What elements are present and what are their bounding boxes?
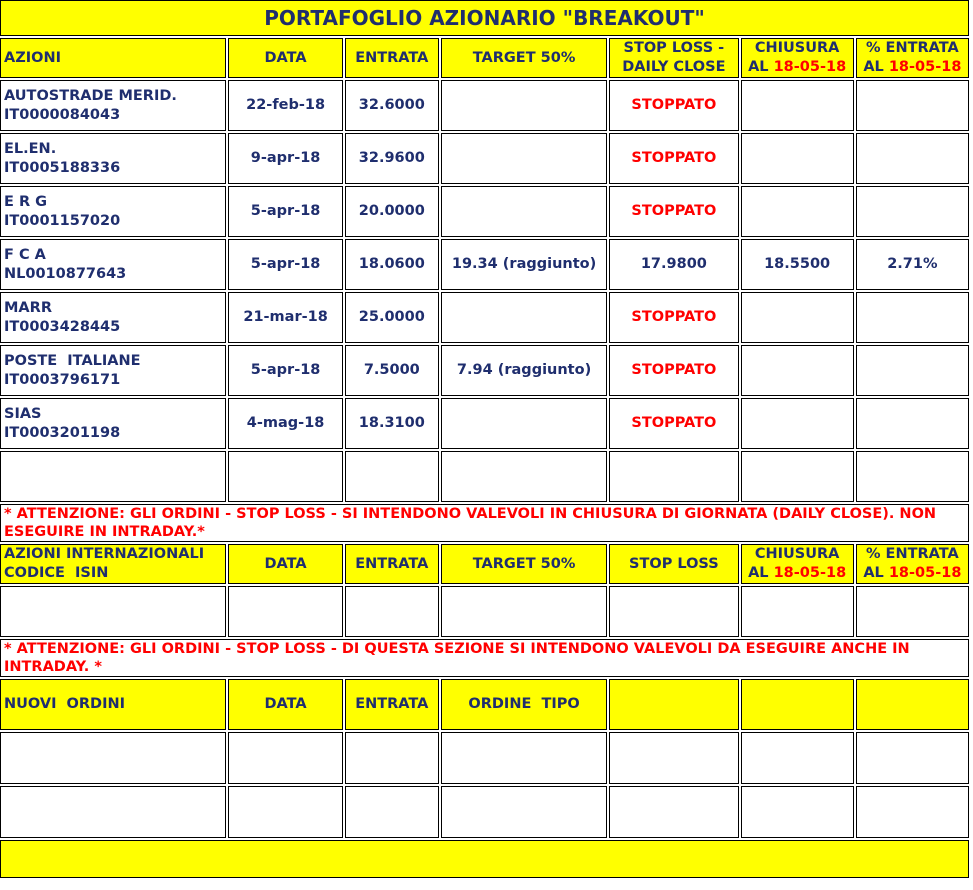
- table-row: [0, 292, 969, 343]
- entry-date: 5-apr-18: [228, 345, 342, 396]
- al-label: AL: [748, 565, 769, 581]
- stock-cell: [0, 292, 226, 343]
- perc-entrata: [856, 80, 969, 131]
- target-value: [441, 186, 607, 237]
- col-header-data: DATA: [228, 679, 342, 730]
- chiusura-label: CHIUSURA: [754, 40, 840, 56]
- col-header-chiusura: [741, 38, 854, 78]
- stop-loss-warning: * ATTENZIONE: GLI ORDINI - STOP LOSS - SI INTENDONO VALEVOLI IN CHIUSURA DI GIORNATA (DAILY CLOSE). NON ESEGUIRE IN INTRADAY.*: [0, 504, 969, 542]
- stop-loss-value: 17.9800: [609, 239, 738, 290]
- empty-cell: [441, 586, 607, 637]
- stock-name: POSTE ITALIANE: [4, 352, 141, 369]
- empty-cell: [741, 786, 854, 838]
- entry-price: 25.0000: [345, 292, 439, 343]
- perc-date: 18-05-18: [888, 565, 962, 581]
- empty-cell: [856, 586, 969, 637]
- warning-row: [0, 504, 969, 542]
- stop-loss-status: STOPPATO: [609, 345, 738, 396]
- stock-name: F C A: [4, 246, 46, 263]
- stock-name: SIAS: [4, 405, 42, 422]
- target-value: [441, 398, 607, 449]
- empty-cell: [0, 786, 226, 838]
- empty-cell: [228, 586, 342, 637]
- perc-entrata: [856, 186, 969, 237]
- perc-entrata: 2.71%: [856, 239, 969, 290]
- empty-cell: [856, 451, 969, 502]
- section3-header: [0, 679, 969, 730]
- stock-isin: NL0010877643: [4, 265, 127, 282]
- empty-cell: [228, 451, 342, 502]
- col-header-stop-loss: STOP LOSS: [609, 544, 738, 584]
- entry-date: 5-apr-18: [228, 186, 342, 237]
- chiusura-label: CHIUSURA: [754, 546, 840, 562]
- closing-price: [741, 133, 854, 184]
- entry-price: 18.0600: [345, 239, 439, 290]
- empty-cell: [609, 786, 738, 838]
- empty-cell: [345, 451, 439, 502]
- stock-cell: [0, 398, 226, 449]
- entry-date: 21-mar-18: [228, 292, 342, 343]
- closing-price: [741, 186, 854, 237]
- perc-label: % ENTRATA: [865, 40, 959, 56]
- footer-bar: [0, 840, 969, 878]
- stop-loss-status: STOPPATO: [609, 133, 738, 184]
- stock-name: E R G: [4, 193, 48, 210]
- perc-entrata: [856, 292, 969, 343]
- col-header-azioni-internazionali: [0, 544, 226, 584]
- table-row: [0, 398, 969, 449]
- empty-cell: [741, 451, 854, 502]
- stop-loss-status: STOPPATO: [609, 186, 738, 237]
- empty-cell: [0, 586, 226, 637]
- col-header-nuovi-ordini: NUOVI ORDINI: [0, 679, 226, 730]
- col-header-ordine-tipo: ORDINE TIPO: [441, 679, 607, 730]
- footer-row: [0, 840, 969, 878]
- empty-cell: [0, 732, 226, 784]
- perc-entrata: [856, 345, 969, 396]
- perc-date: 18-05-18: [888, 59, 962, 75]
- col-header-data: DATA: [228, 544, 342, 584]
- closing-price: [741, 292, 854, 343]
- azioni-int-line1: AZIONI INTERNAZIONALI: [4, 546, 205, 562]
- stop-loss-line2: DAILY CLOSE: [622, 59, 726, 75]
- stock-name: MARR: [4, 299, 52, 316]
- target-value: 19.34 (raggiunto): [441, 239, 607, 290]
- empty-cell: [0, 451, 226, 502]
- stock-isin: IT0005188336: [4, 159, 121, 176]
- entry-price: 20.0000: [345, 186, 439, 237]
- perc-entrata: [856, 133, 969, 184]
- table-row: [0, 186, 969, 237]
- entry-price: 32.6000: [345, 80, 439, 131]
- empty-cell: [609, 732, 738, 784]
- chiusura-date: 18-05-18: [773, 565, 847, 581]
- stock-cell: [0, 345, 226, 396]
- stop-loss-status: STOPPATO: [609, 80, 738, 131]
- col-header-target: TARGET 50%: [441, 544, 607, 584]
- al-label: AL: [863, 565, 884, 581]
- empty-cell: [609, 451, 738, 502]
- empty-cell: [228, 786, 342, 838]
- entry-date: 22-feb-18: [228, 80, 342, 131]
- empty-cell: [441, 732, 607, 784]
- warning-row: [0, 639, 969, 677]
- col-header-perc-entrata: [856, 38, 969, 78]
- target-value: 7.94 (raggiunto): [441, 345, 607, 396]
- empty-header-cell: [856, 679, 969, 730]
- entry-date: 5-apr-18: [228, 239, 342, 290]
- entry-price: 18.3100: [345, 398, 439, 449]
- stop-loss-status: STOPPATO: [609, 398, 738, 449]
- section2-header: [0, 544, 969, 584]
- perc-label: % ENTRATA: [865, 546, 959, 562]
- col-header-data: DATA: [228, 38, 342, 78]
- entry-date: 4-mag-18: [228, 398, 342, 449]
- empty-cell: [856, 786, 969, 838]
- empty-cell: [741, 586, 854, 637]
- table-row: [0, 133, 969, 184]
- col-header-chiusura: [741, 544, 854, 584]
- closing-price: [741, 345, 854, 396]
- target-value: [441, 133, 607, 184]
- al-label: AL: [863, 59, 884, 75]
- table-row: [0, 239, 969, 290]
- section1-header: [0, 38, 969, 78]
- col-header-stop-loss: [609, 38, 738, 78]
- stop-loss-line1: STOP LOSS -: [623, 40, 725, 56]
- table-row: [0, 345, 969, 396]
- empty-cell: [228, 732, 342, 784]
- empty-cell: [441, 451, 607, 502]
- stock-cell: [0, 186, 226, 237]
- empty-row: [0, 786, 969, 838]
- col-header-entrata: ENTRATA: [345, 679, 439, 730]
- empty-cell: [609, 586, 738, 637]
- table-row: [0, 80, 969, 131]
- chiusura-date: 18-05-18: [773, 59, 847, 75]
- empty-row: [0, 732, 969, 784]
- col-header-perc-entrata: [856, 544, 969, 584]
- stock-isin: IT0003796171: [4, 371, 121, 388]
- stop-loss-status: STOPPATO: [609, 292, 738, 343]
- empty-row: [0, 586, 969, 637]
- stock-cell: [0, 133, 226, 184]
- entry-price: 7.5000: [345, 345, 439, 396]
- empty-cell: [345, 732, 439, 784]
- stock-name: AUTOSTRADE MERID.: [4, 87, 177, 104]
- col-header-target: TARGET 50%: [441, 38, 607, 78]
- stock-isin: IT0003428445: [4, 318, 121, 335]
- azioni-int-line2: CODICE ISIN: [4, 565, 109, 581]
- target-value: [441, 80, 607, 131]
- empty-cell: [741, 732, 854, 784]
- stock-name: EL.EN.: [4, 140, 57, 157]
- empty-cell: [441, 786, 607, 838]
- empty-row: [0, 451, 969, 502]
- target-value: [441, 292, 607, 343]
- empty-cell: [856, 732, 969, 784]
- entry-date: 9-apr-18: [228, 133, 342, 184]
- empty-header-cell: [741, 679, 854, 730]
- col-header-azioni: AZIONI: [0, 38, 226, 78]
- entry-price: 32.9600: [345, 133, 439, 184]
- al-label: AL: [748, 59, 769, 75]
- empty-header-cell: [609, 679, 738, 730]
- col-header-entrata: ENTRATA: [345, 544, 439, 584]
- stock-isin: IT0001157020: [4, 212, 121, 229]
- intraday-warning: * ATTENZIONE: GLI ORDINI - STOP LOSS - DI QUESTA SEZIONE SI INTENDONO VALEVOLI DA ESEGUIRE ANCHE IN INTRADAY. *: [0, 639, 969, 677]
- closing-price: [741, 398, 854, 449]
- page-title: PORTAFOGLIO AZIONARIO "BREAKOUT": [0, 0, 969, 36]
- closing-price: 18.5500: [741, 239, 854, 290]
- closing-price: [741, 80, 854, 131]
- empty-cell: [345, 786, 439, 838]
- col-header-entrata: ENTRATA: [345, 38, 439, 78]
- perc-entrata: [856, 398, 969, 449]
- stock-isin: IT0000084043: [4, 106, 121, 123]
- stock-cell: [0, 80, 226, 131]
- stock-isin: IT0003201198: [4, 424, 121, 441]
- stock-cell: [0, 239, 226, 290]
- empty-cell: [345, 586, 439, 637]
